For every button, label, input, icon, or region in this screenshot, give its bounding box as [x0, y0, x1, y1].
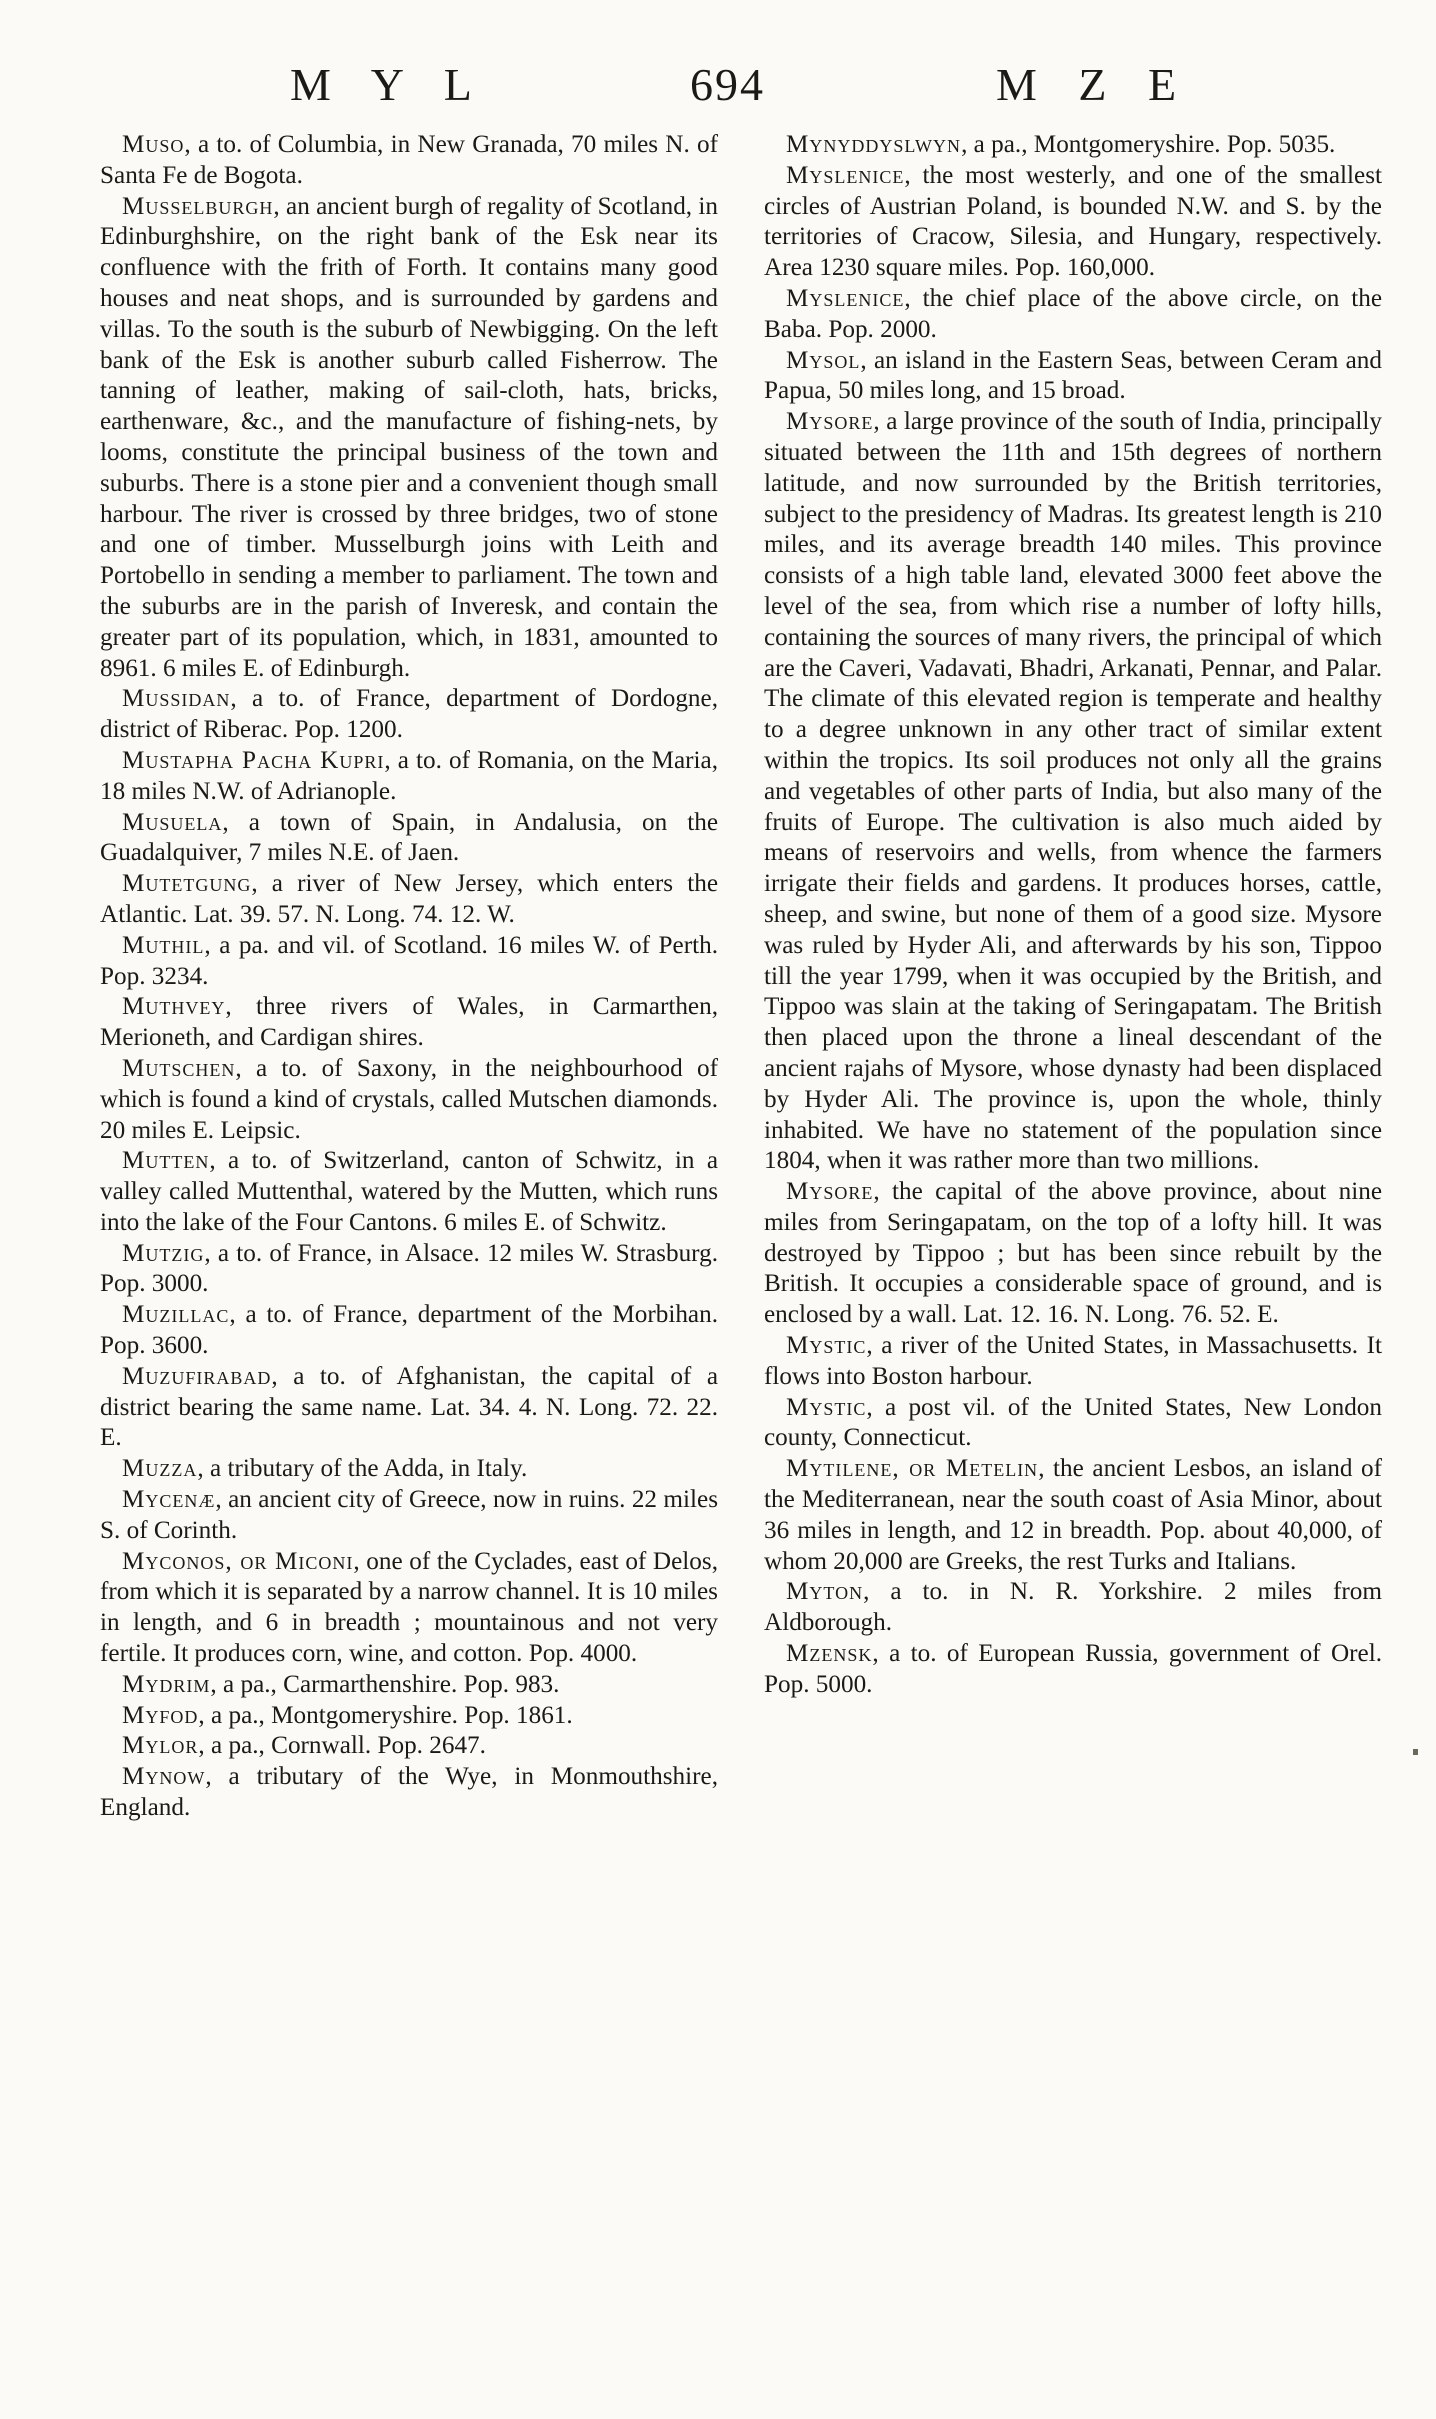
- gazetteer-entry: [100, 1701, 718, 1732]
- gazetteer-entry: [100, 130, 718, 192]
- entry-text: , a to. of Saxony, in the neighbourhood of which is found a kind of crystals, called Mutschen diamonds. 20 miles E. Leipsic.: [100, 1054, 718, 1144]
- entry-text: , a to. in N. R. Yorkshire. 2 miles from Aldborough.: [764, 1578, 1382, 1637]
- gazetteer-entry: [100, 1239, 718, 1301]
- entry-text: , a tributary of the Wye, in Monmouthshire, England.: [100, 1763, 718, 1822]
- gazetteer-entry: [764, 1639, 1382, 1701]
- entry-text: , a town of Spain, in Andalusia, on the Guadalquiver, 7 miles N.E. of Jaen.: [100, 808, 718, 867]
- margin-speck: [1413, 1749, 1418, 1755]
- gazetteer-entry: [100, 1485, 718, 1547]
- entry-text: , a to. of Switzerland, canton of Schwitz, in a valley called Muttenthal, watered by the Mutten, which runs into the lake of the Four Cantons. 6 miles E. of Schwitz.: [100, 1147, 718, 1236]
- entry-text: , a river of the United States, in Massachusetts. It flows into Boston harbour.: [764, 1332, 1382, 1390]
- text-columns: [100, 130, 1382, 1824]
- entry-headword: Myslenice: [786, 284, 905, 312]
- entry-headword: Muzza: [122, 1455, 198, 1483]
- gazetteer-entry: [764, 346, 1382, 408]
- entry-headword: Mutten: [122, 1147, 210, 1175]
- gazetteer-entry: [764, 130, 1382, 161]
- gazetteer-entry: [100, 931, 718, 993]
- entry-text: , a to. of France, in Alsace. 12 miles W. Strasburg. Pop. 3000.: [100, 1239, 718, 1298]
- entry-headword: Mytilene, or Metelin: [786, 1455, 1039, 1483]
- gazetteer-entry: [100, 808, 718, 870]
- entry-text: , an ancient city of Greece, now in ruins. 22 miles S. of Corinth.: [100, 1486, 718, 1544]
- left-column: [100, 130, 718, 1824]
- entry-text: , the chief place of the above circle, on the Baba. Pop. 2000.: [764, 284, 1382, 343]
- entry-text: , three rivers of Wales, in Carmarthen, Merioneth, and Cardigan shires.: [100, 993, 718, 1052]
- entry-headword: Mustapha Pacha Kupri: [122, 746, 385, 774]
- entry-text: , a pa. and vil. of Scotland. 16 miles W. of Perth. Pop. 3234.: [100, 931, 718, 990]
- entry-headword: Muzufirabad: [122, 1362, 272, 1390]
- gazetteer-entry: [764, 1331, 1382, 1393]
- gazetteer-entry: [100, 1054, 718, 1146]
- entry-text: , the capital of the above province, about nine miles from Seringapatam, on the top of a lofty hill. It was destroyed by Tippoo ; but has been since rebuilt by the British. It occupies a considerable space of ground, and is enclosed by a wall. Lat. 12. 16. N. Long. 76. 52. E.: [764, 1178, 1382, 1329]
- gazetteer-entry: [764, 1577, 1382, 1639]
- gazetteer-entry: [764, 1393, 1382, 1455]
- gazetteer-entry: [100, 1146, 718, 1238]
- entry-headword: Muthil: [122, 931, 205, 959]
- entry-headword: Myconos, or Miconi: [122, 1547, 354, 1575]
- entry-text: , a pa., Cornwall. Pop. 2647.: [198, 1732, 486, 1760]
- entry-headword: Myton: [786, 1578, 864, 1606]
- gazetteer-entry: [100, 192, 718, 685]
- entry-headword: Mzensk: [786, 1640, 873, 1668]
- entry-text: , the ancient Lesbos, an island of the Mediterranean, near the south coast of Asia Minor, about 36 miles in length, and 12 in breadth. Pop. about 40,000, of whom 20,000 are Greeks, the rest Turks and Italians.: [764, 1455, 1382, 1575]
- entry-text: , the most westerly, and one of the smallest circles of Austrian Poland, is bounded N.W. and S. by the territories of Cracow, Silesia, and Hungary, respectively. Area 1230 square miles. Pop. 160,000.: [764, 161, 1382, 282]
- gazetteer-entry: [100, 1362, 718, 1454]
- page-number: 694: [690, 59, 765, 110]
- entry-text: , an island in the Eastern Seas, between Ceram and Papua, 50 miles long, and 15 broad.: [764, 346, 1382, 405]
- entry-headword: Mycenæ: [122, 1486, 216, 1514]
- entry-headword: Mysol: [786, 346, 861, 374]
- gazetteer-entry: [100, 746, 718, 808]
- entry-text: , a to. of Columbia, in New Granada, 70 miles N. of Santa Fe de Bogota.: [100, 131, 718, 189]
- entry-headword: Mutschen: [122, 1054, 236, 1082]
- entry-headword: Mynyddyslwyn: [786, 131, 962, 158]
- gazetteer-entry: [100, 1454, 718, 1485]
- running-head-right: M Z E: [996, 59, 1179, 110]
- entry-text: , a pa., Montgomeryshire. Pop. 5035.: [961, 131, 1336, 158]
- gazetteer-entry: [100, 992, 718, 1054]
- gazetteer-entry: [100, 869, 718, 931]
- gazetteer-entry: [100, 1547, 718, 1670]
- entry-headword: Mydrim: [122, 1670, 211, 1698]
- entry-headword: Mussidan: [122, 685, 231, 713]
- entry-text: , an ancient burgh of regality of Scotland, in Edinburghshire, on the right bank of the Esk near its confluence with the frith of Forth. It contains many good houses and neat shops, and is surrounded by gardens and villas. To the south is the suburb of Newbigging. On the left bank of the Esk is another suburb called Fisherrow. The tanning of leather, making of sail-cloth, hats, bricks, earthenware, &c., and the manufacture of fishing-nets, by looms, constitute the principal business of the town and suburbs. There is a stone pier and a convenient though small harbour. The river is crossed by three bridges, two of stone and one of timber. Musselburgh joins with Leith and Portobello in sending a member to parliament. The town and the suburbs are in the parish of Inveresk, and contain the greater part of its population, which, in 1831, amounted to 8961. 6 miles E. of Edinburgh.: [100, 192, 718, 682]
- gazetteer-entry: [764, 1454, 1382, 1577]
- gazetteer-entry: [100, 1300, 718, 1362]
- gazetteer-entry: [100, 684, 718, 746]
- entry-text: , a to. of Romania, on the Maria, 18 miles N.W. of Adrianople.: [100, 746, 718, 805]
- entry-text: , a to. of Afghanistan, the capital of a district bearing the same name. Lat. 34. 4. N. Long. 72. 22. E.: [100, 1362, 718, 1452]
- entry-text: , a pa., Carmarthenshire. Pop. 983.: [210, 1670, 560, 1698]
- entry-headword: Muthvey: [122, 993, 226, 1021]
- entry-headword: Myfod: [122, 1701, 199, 1729]
- entry-headword: Mynow: [122, 1763, 206, 1791]
- gazetteer-entry: [764, 407, 1382, 1177]
- entry-text: , a river of New Jersey, which enters the Atlantic. Lat. 39. 57. N. Long. 74. 12. W.: [100, 870, 718, 928]
- entry-headword: Mutetgung: [122, 870, 252, 898]
- running-head-left: M Y L: [290, 59, 474, 110]
- entry-headword: Myslenice: [786, 161, 905, 189]
- gazetteer-entry: [100, 1731, 718, 1762]
- entry-text: , a large province of the south of India, principally situated between the 11th and 15th degrees of northern latitude, and now surrounded by the British territories, subject to the presidency of Madras. Its greatest length is 210 miles, and its average breadth 140 miles. This province consists of a high table land, elevated 3000 feet above the level of the sea, from which rise a number of lofty hills, containing the sources of many rivers, the principal of which are the Caveri, Vadavati, Bhadri, Arkanati, Pennar, and Palar. The climate of this elevated region is temperate and healthy to a degree unknown in any other tract of similar extent within the tropics. Its soil produces not only all the grains and vegetables of other parts of India, but also many of the fruits of Europe. The cultivation is also much aided by means of reservoirs and wells, from whence the farmers irrigate their fields and gardens. It produces horses, cattle, sheep, and swine, but none of them of a good size. Mysore was ruled by Hyder Ali, and afterwards by his son, Tippoo till the year 1799, when it was occupied by the British, and Tippoo was slain at the taking of Seringapatam. The British then placed upon the throne a lineal descendant of the ancient rajahs of Mysore, whose dynasty had been displaced by Hyder Ali. The province is, upon the whole, thinly inhabited. We have no statement of the population since 1804, when it was rather more than two millions.: [764, 408, 1382, 1175]
- entry-headword: Mutzig: [122, 1239, 205, 1267]
- entry-text: , a tributary of the Adda, in Italy.: [197, 1455, 528, 1483]
- gazetteer-entry: [764, 284, 1382, 346]
- entry-headword: Mylor: [122, 1732, 199, 1760]
- entry-text: , a to. of France, department of Dordogne, district of Riberac. Pop. 1200.: [100, 685, 718, 744]
- entry-headword: Musselburgh: [122, 192, 274, 220]
- entry-text: , one of the Cyclades, east of Delos, from which it is separated by a narrow channel. It is 10 miles in length, and 6 in breadth ; mountainous and not very fertile. It produces corn, wine, and cotton. Pop. 4000.: [100, 1547, 718, 1668]
- entry-headword: Mysore: [786, 408, 874, 436]
- right-column: [764, 130, 1382, 1824]
- entry-text: , a to. of European Russia, government of Orel. Pop. 5000.: [764, 1640, 1382, 1698]
- entry-headword: Muso: [122, 131, 185, 158]
- gazetteer-entry: [764, 1177, 1382, 1331]
- gazetteer-entry: [100, 1762, 718, 1824]
- entry-headword: Mysore: [786, 1178, 874, 1206]
- gazetteer-entry: [764, 161, 1382, 284]
- running-head: [100, 58, 1370, 118]
- entry-text: , a to. of France, department of the Morbihan. Pop. 3600.: [100, 1301, 718, 1360]
- entry-text: , a post vil. of the United States, New London county, Connecticut.: [764, 1393, 1382, 1452]
- entry-headword: Mystic: [786, 1393, 867, 1421]
- entry-headword: Mystic: [786, 1332, 867, 1360]
- entry-headword: Musuela: [122, 808, 223, 836]
- entry-text: , a pa., Montgomeryshire. Pop. 1861.: [198, 1701, 573, 1729]
- entry-headword: Muzillac: [122, 1301, 230, 1329]
- gazetteer-entry: [100, 1670, 718, 1701]
